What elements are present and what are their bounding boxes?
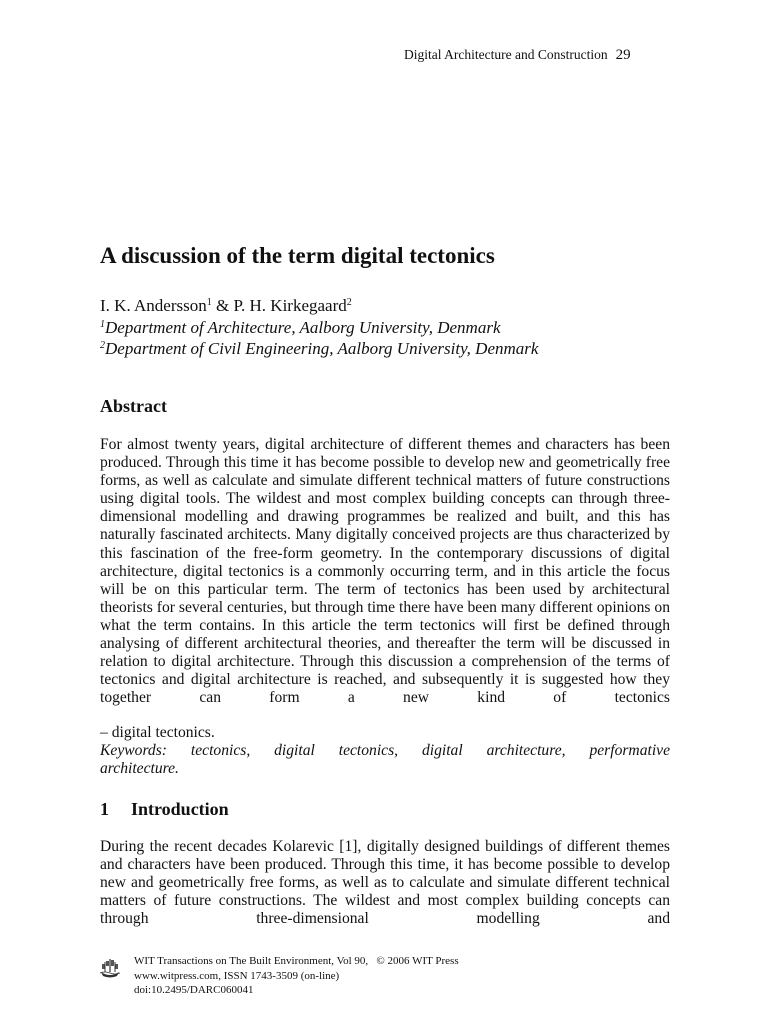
running-header (404, 47, 631, 64)
abstract-body: For almost twenty years, digital architecture of different themes and characters has been produced. Through this time it has become possible to develop new and geometrically free forms, as well as calculate and simulate different technical matters of future constructions using digital tools. The wildest and most complex building concepts can through three-dimensional modelling and drawing programmes be realized and built, and this has naturally fascinated architects. Many digitally conceived projects are thus characterized by this fascination of the free-form geometry. In the contemporary discussions of digital architecture, digital tectonics is a commonly occurring term, and in this article the focus will be on this particular term. The term of tectonics has been used by architectural theorists for several centuries, but through time there have been many different opinions on what the term contains. In this article the term tectonics will first be defined through analysing of different architectural theories, and thereafter the term will be discussed in relation to digital architecture. Through this discussion a comprehension of the terms of tectonics and digital architecture is reached, and subsequently it is suggested how they together can form a new kind of tectonics (100, 436, 670, 707)
affiliation (100, 318, 501, 338)
author-affiliation-mark: 2 (346, 297, 352, 308)
footer-doi-line: doi:10.2495/DARC060041 (134, 984, 254, 996)
journal-name: Digital Architecture and Construction (404, 47, 608, 62)
footer-citation (134, 954, 459, 998)
affiliation-text: Department of Architecture, Aalborg University, Denmark (105, 318, 501, 337)
keywords-line: Keywords: tectonics, digital tectonics, digital architecture, performative (100, 742, 670, 759)
section-number: 1 (100, 799, 109, 819)
wit-ship-logo-icon (99, 957, 121, 979)
abstract-heading: Abstract (100, 396, 167, 416)
section-title: Introduction (131, 799, 229, 819)
author-affiliation-mark: 1 (206, 297, 212, 308)
author-separator: & (211, 296, 234, 315)
keywords-line: architecture. (100, 760, 179, 778)
page-number: 29 (615, 47, 631, 63)
author-list (100, 296, 352, 316)
keywords (100, 742, 670, 778)
introduction-body: During the recent decades Kolarevic [1], digitally designed buildings of different themes and characters have been produced. Through this time, it has become possible to develop new and geometrically free forms, as well as to calculate and simulate different technical matters of future constructions. The wildest and most complex building concepts can through three-dimensional modelling and (100, 838, 670, 928)
affiliation-mark: 2 (100, 340, 105, 351)
introduction-heading (100, 799, 229, 820)
abstract-last-line: – digital tectonics. (100, 724, 215, 741)
affiliation (100, 339, 538, 359)
author-name: P. H. Kirkegaard (233, 296, 347, 315)
affiliation-text: Department of Civil Engineering, Aalborg University, Denmark (105, 339, 539, 358)
footer-url-line: www.witpress.com, ISSN 1743-3509 (on-line) (134, 969, 340, 982)
footer-journal-line: WIT Transactions on The Built Environment, Vol 90, © 2006 WIT Press (134, 955, 459, 967)
affiliation-mark: 1 (100, 319, 105, 330)
author-name: I. K. Andersson (100, 296, 207, 315)
paper-title: A discussion of the term digital tectonics (100, 243, 495, 268)
